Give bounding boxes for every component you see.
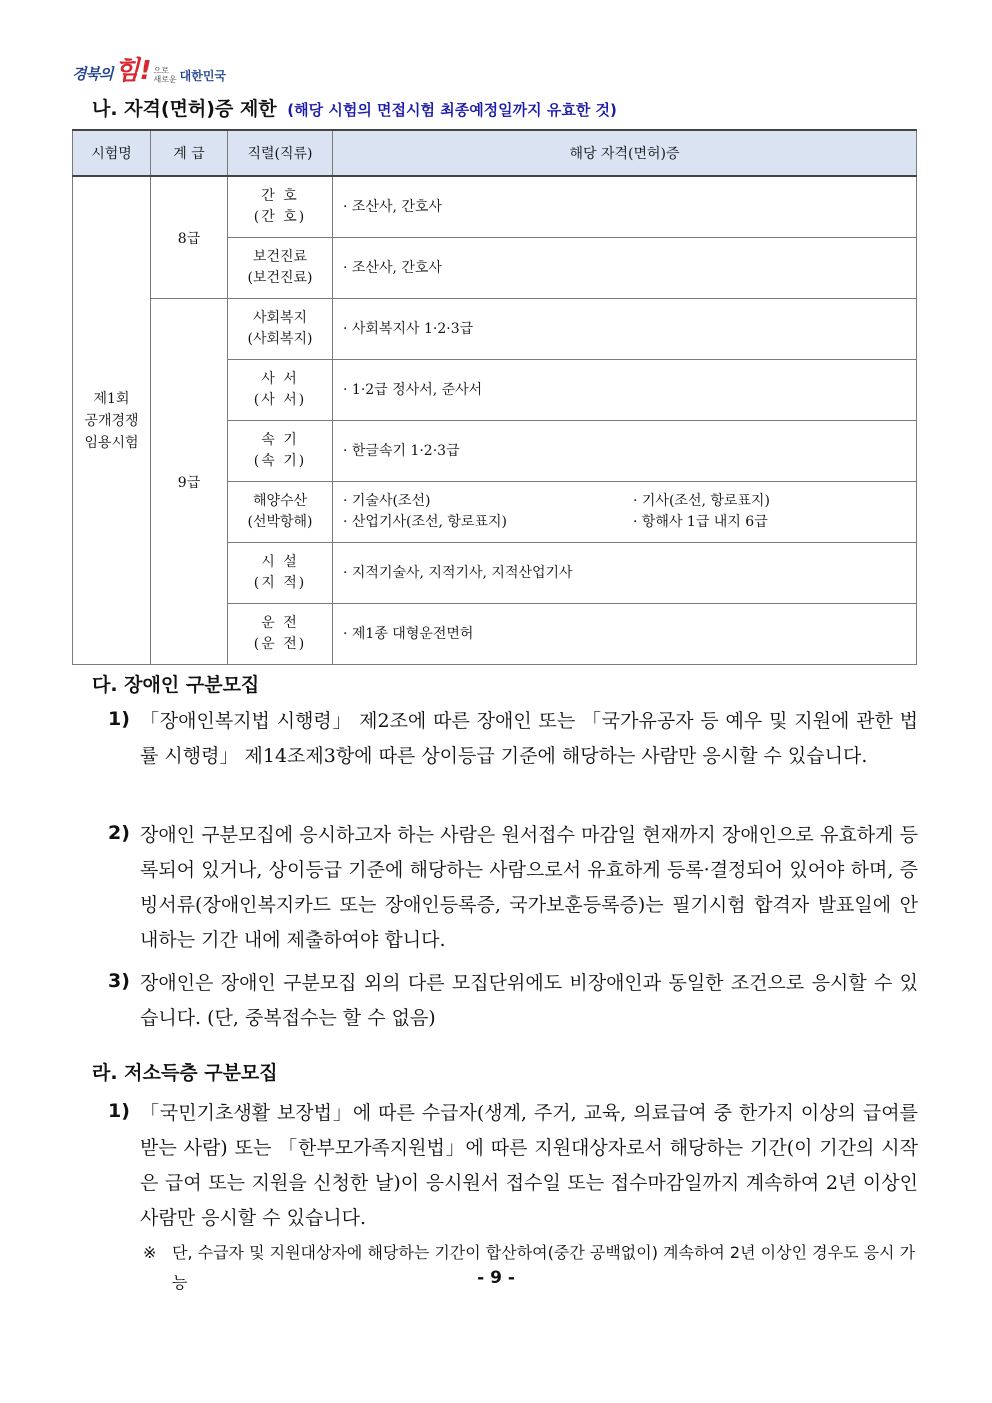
table-row xyxy=(73,299,917,360)
license-cell: · 1·2급 정사서, 준사서 xyxy=(333,360,917,421)
header-exam: 시험명 xyxy=(73,130,151,176)
section-da-title: 다. 장애인 구분모집 xyxy=(92,674,260,696)
job-cell: 사 서 (사 서) xyxy=(228,360,333,421)
paragraph: 장애인은 장애인 구분모집 외의 다른 모집단위에도 비장애인과 동일한 조건으로 응시할 수 있습니다. (단, 중복접수는 할 수 없음) xyxy=(140,972,918,1029)
logo-bang: 힘! xyxy=(114,56,152,86)
header-grade: 계 급 xyxy=(151,130,228,176)
license-cell: · 기술사(조선) · 기사(조선, 항로표지) · 산업기사(조선, 항로표지) · 항해사 1급 내지 6급 xyxy=(333,482,917,543)
exam-name-line: 임용시험 xyxy=(84,434,139,451)
note-mark: ※ xyxy=(143,1243,157,1262)
section-na-heading xyxy=(92,94,617,121)
license-cell: · 조산사, 간호사 xyxy=(333,238,917,299)
job-cell: 시 설 (지 적) xyxy=(228,543,333,604)
job-cell: 해양수산 (선박항해) xyxy=(228,482,333,543)
job-cell: 보건진료 (보건진료) xyxy=(228,238,333,299)
qualification-table xyxy=(72,129,917,665)
job-cell: 운 전 (운 전) xyxy=(228,604,333,665)
logo xyxy=(72,48,226,84)
section-na-note: (해당 시험의 면접시험 최종예정일까지 유효한 것) xyxy=(287,101,617,119)
job-cell: 사회복지 (사회복지) xyxy=(228,299,333,360)
header-license: 해당 자격(면허)증 xyxy=(333,130,917,176)
license-cell: · 사회복지사 1·2·3급 xyxy=(333,299,917,360)
item-number: 2) xyxy=(108,822,130,844)
table-header-row xyxy=(73,130,917,176)
page-number: - 9 - xyxy=(477,1268,515,1288)
license-cell: · 조산사, 간호사 xyxy=(333,176,917,238)
logo-line2: 새로운 xyxy=(153,75,177,84)
job-cell: 간 호 (간 호) xyxy=(228,176,333,238)
exam-name-line: 제1회 xyxy=(93,390,130,407)
section-na-title: 나. 자격(면허)증 제한 xyxy=(92,98,277,120)
paragraph: 장애인 구분모집에 응시하고자 하는 사람은 원서접수 마감일 현재까지 장애인으로 유효하게 등록되어 있거나, 상이등급 기준에 해당하는 사람으로서 유효하게 등록·결정되어 있어야 하며, 증빙서류(장애인복지카드 또는 장애인등록증, 국가보훈등록증)는 필기시험 합격자 발표일에 안내하는 기간 내에 제출하여야 합니다. xyxy=(140,824,918,951)
logo-line1: 으로 xyxy=(153,66,169,75)
paragraph: 「장애인복지법 시행령」 제2조에 따른 장애인 또는 「국가유공자 등 예우 및 지원에 관한 법률 시행령」 제14조제3항에 따른 상이등급 기준에 해당하는 사람만 응시할 수 있습니다. xyxy=(140,710,918,767)
paragraph: 「국민기초생활 보장법」에 따른 수급자(생계, 주거, 교육, 의료급여 중 한가지 이상의 급여를 받는 사람) 또는 「한부모가족지원법」에 따른 지원대상자로서 해당하는 기간(이 기간의 시작은 급여 또는 지원을 신청한 날)이 응시원서 접수일 또는 접수마감일까지 계속하여 2년 이상인 사람만 응시할 수 있습니다. xyxy=(140,1102,918,1229)
item-number: 3) xyxy=(108,970,130,992)
section-ra-title: 라. 저소득층 구분모집 xyxy=(92,1062,278,1084)
logo-main: 대한민국 xyxy=(179,69,227,83)
exam-name-cell xyxy=(73,176,151,665)
job-cell: 속 기 (속 기) xyxy=(228,421,333,482)
logo-script: 경북의 xyxy=(72,65,113,83)
item-number: 1) xyxy=(108,1100,130,1122)
table-row xyxy=(73,176,917,238)
license-cell: · 한글속기 1·2·3급 xyxy=(333,421,917,482)
header-job: 직렬(직류) xyxy=(228,130,333,176)
item-number: 1) xyxy=(108,708,130,730)
grade-9-cell: 9급 xyxy=(151,299,228,665)
logo-stack xyxy=(153,66,176,84)
exam-name-line: 공개경쟁 xyxy=(84,412,139,429)
grade-8-cell: 8급 xyxy=(151,176,228,299)
license-cell: · 제1종 대형운전면허 xyxy=(333,604,917,665)
note-text: 단, 수급자 및 지원대상자에 해당하는 기간이 합산하여(중간 공백없이) 계속하여 2년 이상인 경우도 응시 가능 xyxy=(172,1243,916,1292)
license-cell: · 지적기술사, 지적기사, 지적산업기사 xyxy=(333,543,917,604)
